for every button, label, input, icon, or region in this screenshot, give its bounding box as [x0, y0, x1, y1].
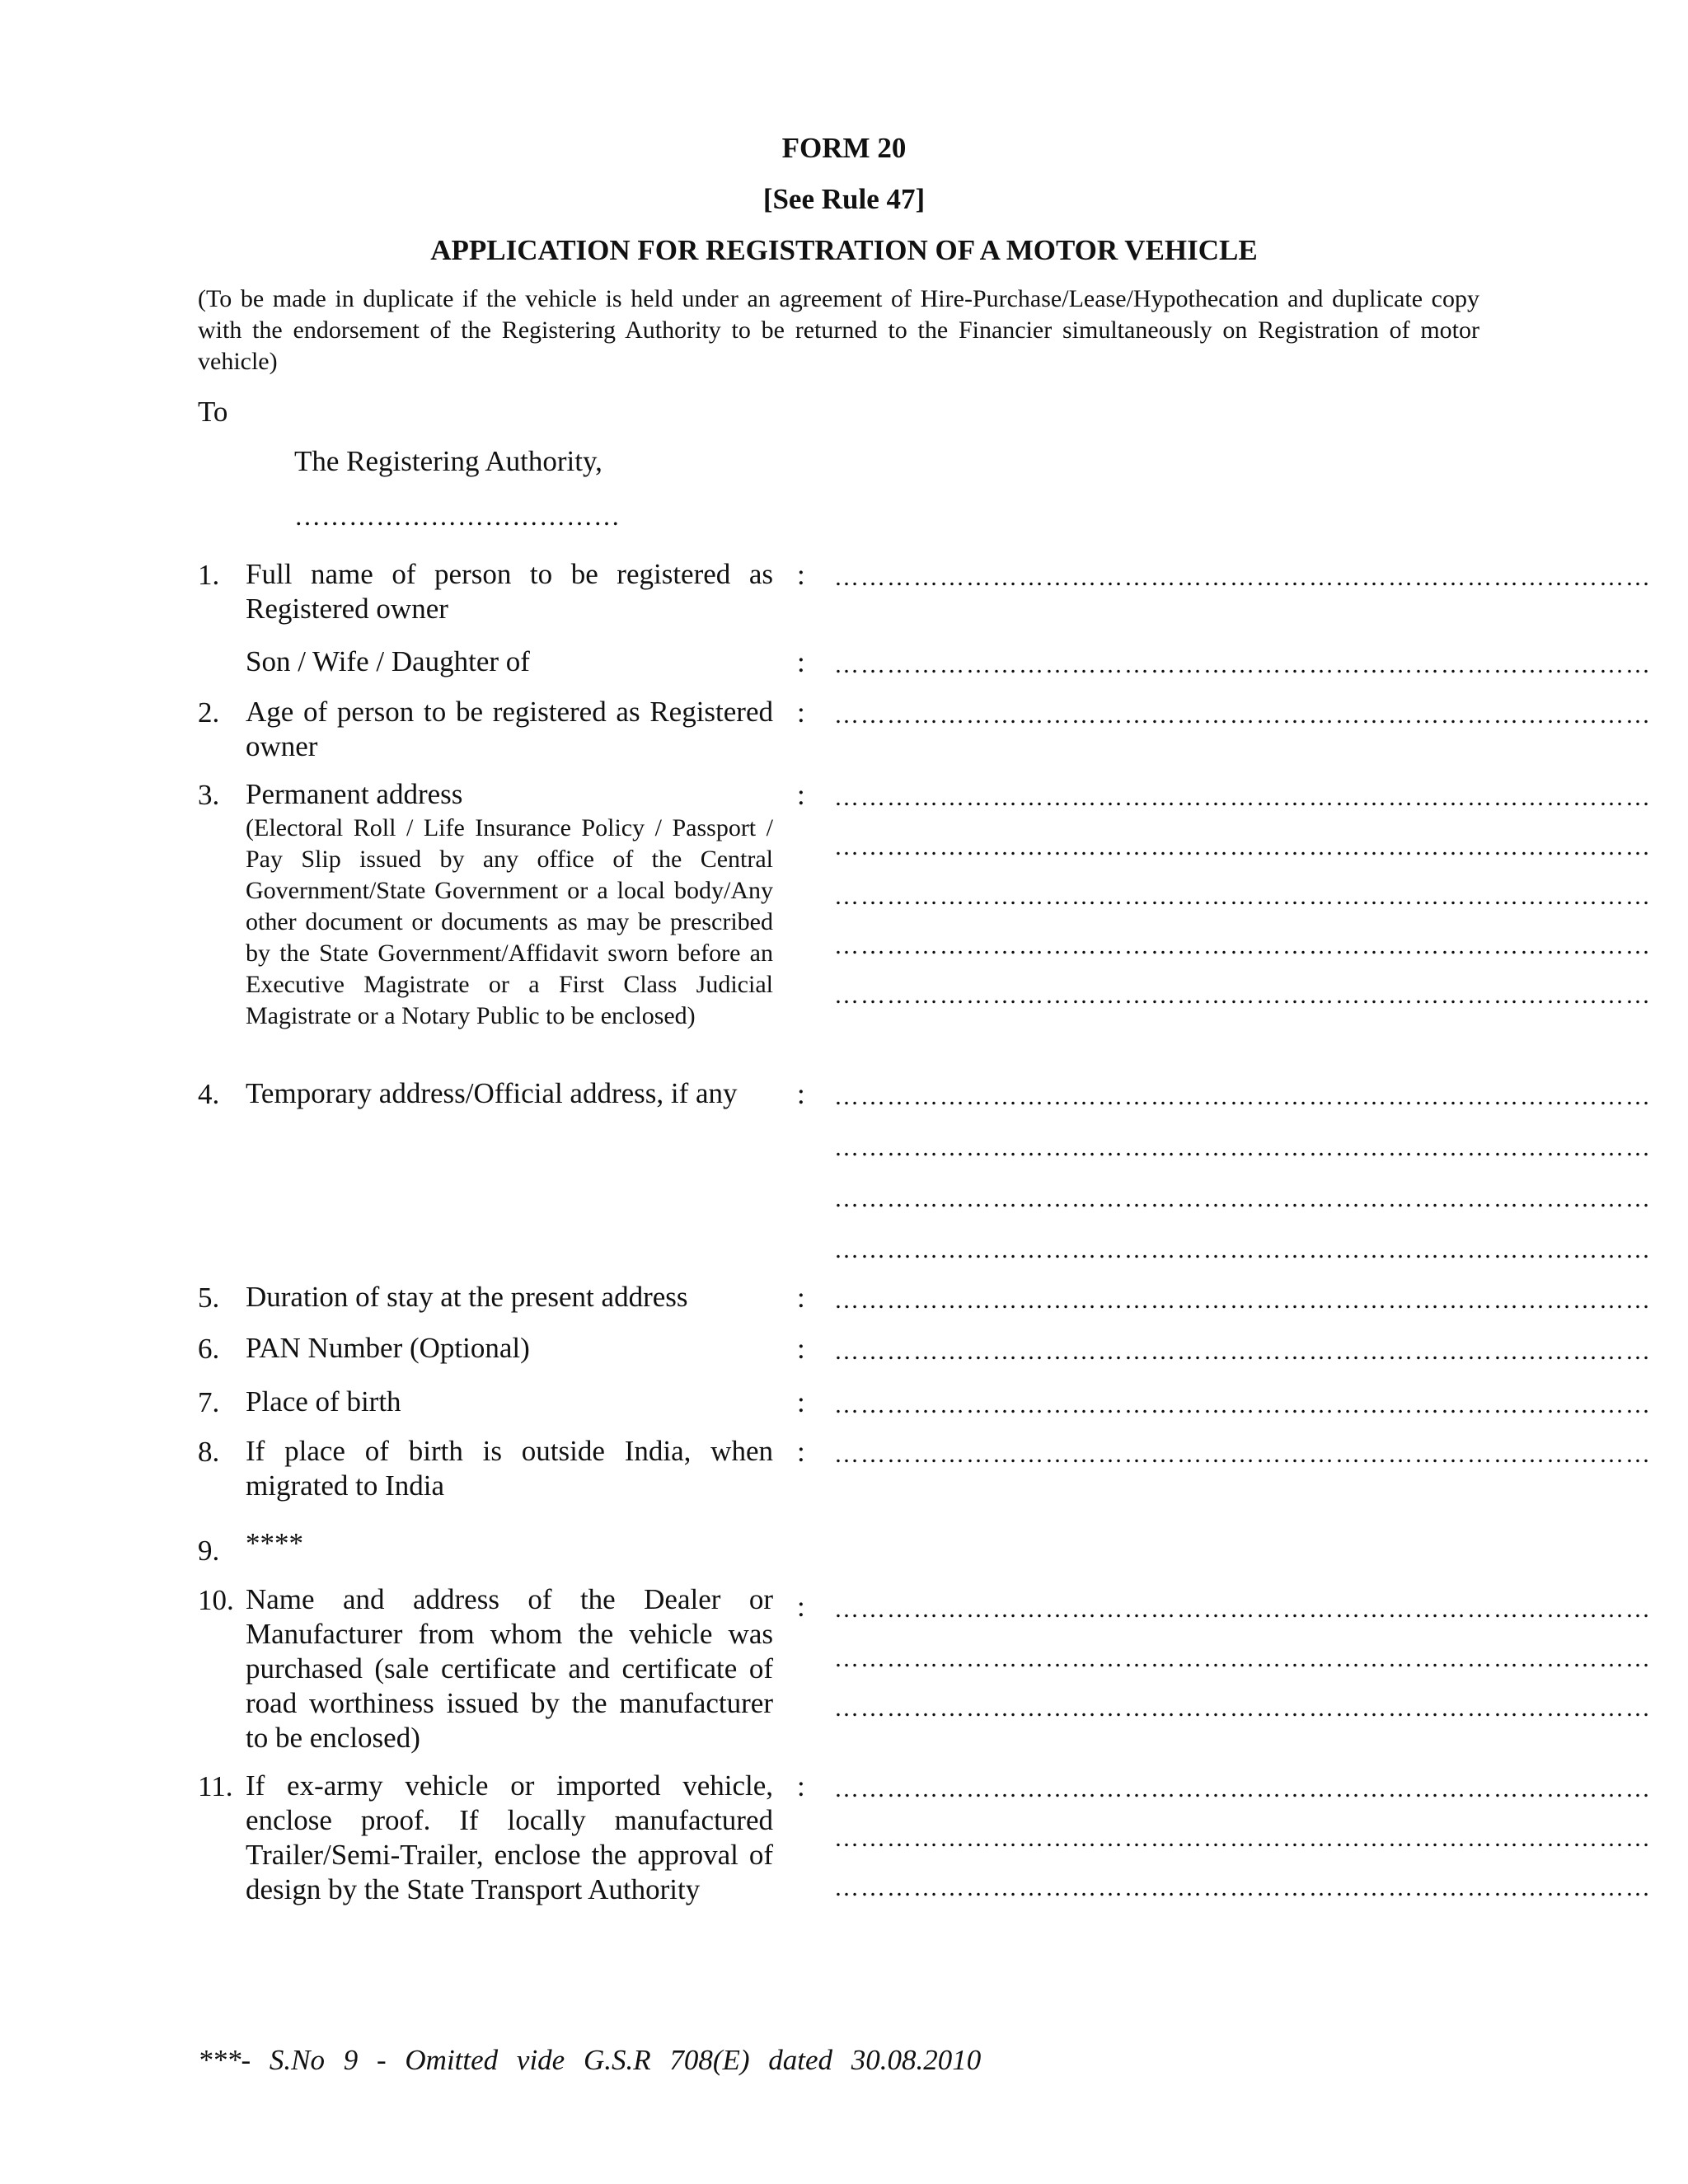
item-4-field-line-3[interactable]: ………………………………………………………………………………… — [834, 1185, 1652, 1212]
item-7-label: Place of birth — [246, 1385, 401, 1418]
item-3-field-line-4[interactable]: ………………………………………………………………………………… — [834, 932, 1652, 959]
item-7-colon: : — [797, 1386, 805, 1418]
item-10-field-line-2[interactable]: ………………………………………………………………………………… — [834, 1645, 1652, 1672]
rule-reference: [See Rule 47] — [762, 183, 926, 215]
item-11-colon: : — [797, 1770, 805, 1802]
item-1-colon: : — [797, 559, 805, 591]
footnote: ***- S.No 9 - Omitted vide G.S.R 708(E) dated 30.08.2010 — [198, 2044, 982, 2076]
item-4-field-line-1[interactable]: ………………………………………………………………………………… — [834, 1083, 1652, 1110]
item-3-field-line-2[interactable]: ………………………………………………………………………………… — [834, 833, 1652, 860]
item-6-number: 6. — [198, 1333, 220, 1365]
relation-field[interactable]: ………………………………………………………………………………… — [834, 651, 1652, 678]
item-4-label: Temporary address/Official address, if any — [246, 1077, 738, 1109]
item-2-field[interactable]: ………………………………………………………………………………… — [834, 701, 1652, 729]
item-11-number: 11. — [198, 1770, 233, 1802]
to-label: To — [198, 396, 228, 428]
item-5-number: 5. — [198, 1282, 220, 1314]
item-10-field-line-1[interactable]: ………………………………………………………………………………… — [834, 1596, 1652, 1623]
item-11-field-line-3[interactable]: ………………………………………………………………………………… — [834, 1874, 1652, 1901]
item-7-number: 7. — [198, 1386, 220, 1418]
item-6-label: PAN Number (Optional) — [246, 1332, 530, 1364]
intro-note: (To be made in duplicate if the vehicle is held under an agreement of Hire-Purchase/Lease/Hypothecation and duplicate copy with the endorsement of the Registering Authority to be returned to the Financier simultaneously on Registration of motor vehicle) — [198, 285, 1479, 375]
item-3-label: Permanent address — [246, 778, 463, 810]
item-8-number: 8. — [198, 1436, 220, 1468]
item-6-colon: : — [797, 1333, 805, 1365]
item-2-label: Age of person to be registered as Registered owner — [246, 696, 773, 762]
item-1-label: Full name of person to be registered as Registered owner — [246, 558, 773, 625]
item-5-label: Duration of stay at the present address — [246, 1281, 688, 1313]
item-5-colon: : — [797, 1282, 805, 1314]
authority-blank: ……………………………… — [294, 501, 621, 531]
item-9-number: 9. — [198, 1535, 220, 1567]
item-10-number: 10. — [198, 1584, 234, 1616]
item-6-field[interactable]: ………………………………………………………………………………… — [834, 1338, 1652, 1365]
item-3-colon: : — [797, 779, 805, 811]
item-3-number: 3. — [198, 779, 220, 811]
item-3-note: (Electoral Roll / Life Insurance Policy / Passport / Pay Slip issued by any office of the Central Government/State Government or a local body/Any other document or documents as may be prescribed by the State Government/Affidavit sworn before an Executive Magistrate or a First Class Judicial Magistrate or a Notary Public to be enclosed) — [246, 814, 773, 1029]
item-9-label: **** — [246, 1527, 303, 1559]
item-10-label: Name and address of the Dealer or Manufacturer from whom the vehicle was purchased (sale certificate and certificate of road worthiness issued by the manufacturer to be enclosed) — [246, 1583, 773, 1754]
form-heading: APPLICATION FOR REGISTRATION OF A MOTOR VEHICLE — [430, 234, 1258, 266]
form-title: FORM 20 — [781, 132, 907, 164]
item-1-number: 1. — [198, 559, 220, 591]
item-4-colon: : — [797, 1078, 805, 1110]
item-4-number: 4. — [198, 1078, 220, 1110]
item-11-field-line-1[interactable]: ………………………………………………………………………………… — [834, 1775, 1652, 1802]
item-5-field[interactable]: ………………………………………………………………………………… — [834, 1286, 1652, 1314]
authority-label: The Registering Authority, — [294, 445, 603, 477]
item-7-field[interactable]: ………………………………………………………………………………… — [834, 1391, 1652, 1418]
item-8-label: If place of birth is outside India, when migrated to India — [246, 1435, 773, 1502]
relation-label: Son / Wife / Daughter of — [246, 645, 530, 677]
item-8-colon: : — [797, 1436, 805, 1468]
item-3-field-line-5[interactable]: ………………………………………………………………………………… — [834, 982, 1652, 1009]
item-11-field-line-2[interactable]: ………………………………………………………………………………… — [834, 1825, 1652, 1852]
item-10-colon: : — [797, 1591, 805, 1623]
item-10-field-line-3[interactable]: ………………………………………………………………………………… — [834, 1694, 1652, 1722]
item-8-field[interactable]: ………………………………………………………………………………… — [834, 1441, 1652, 1468]
item-4-field-line-4[interactable]: ………………………………………………………………………………… — [834, 1236, 1652, 1263]
item-3-field-line-3[interactable]: ………………………………………………………………………………… — [834, 883, 1652, 910]
item-1-field[interactable]: ………………………………………………………………………………… — [834, 564, 1652, 591]
item-4-field-line-2[interactable]: ………………………………………………………………………………… — [834, 1134, 1652, 1161]
relation-colon: : — [797, 646, 805, 678]
item-11-label: If ex-army vehicle or imported vehicle, enclose proof. If locally manufactured Trailer/Semi-Trailer, enclose the approval of design by the State Transport Authority — [246, 1769, 773, 1905]
item-2-colon: : — [797, 696, 805, 729]
item-2-number: 2. — [198, 696, 220, 729]
item-3-field-line-1[interactable]: ………………………………………………………………………………… — [834, 784, 1652, 811]
